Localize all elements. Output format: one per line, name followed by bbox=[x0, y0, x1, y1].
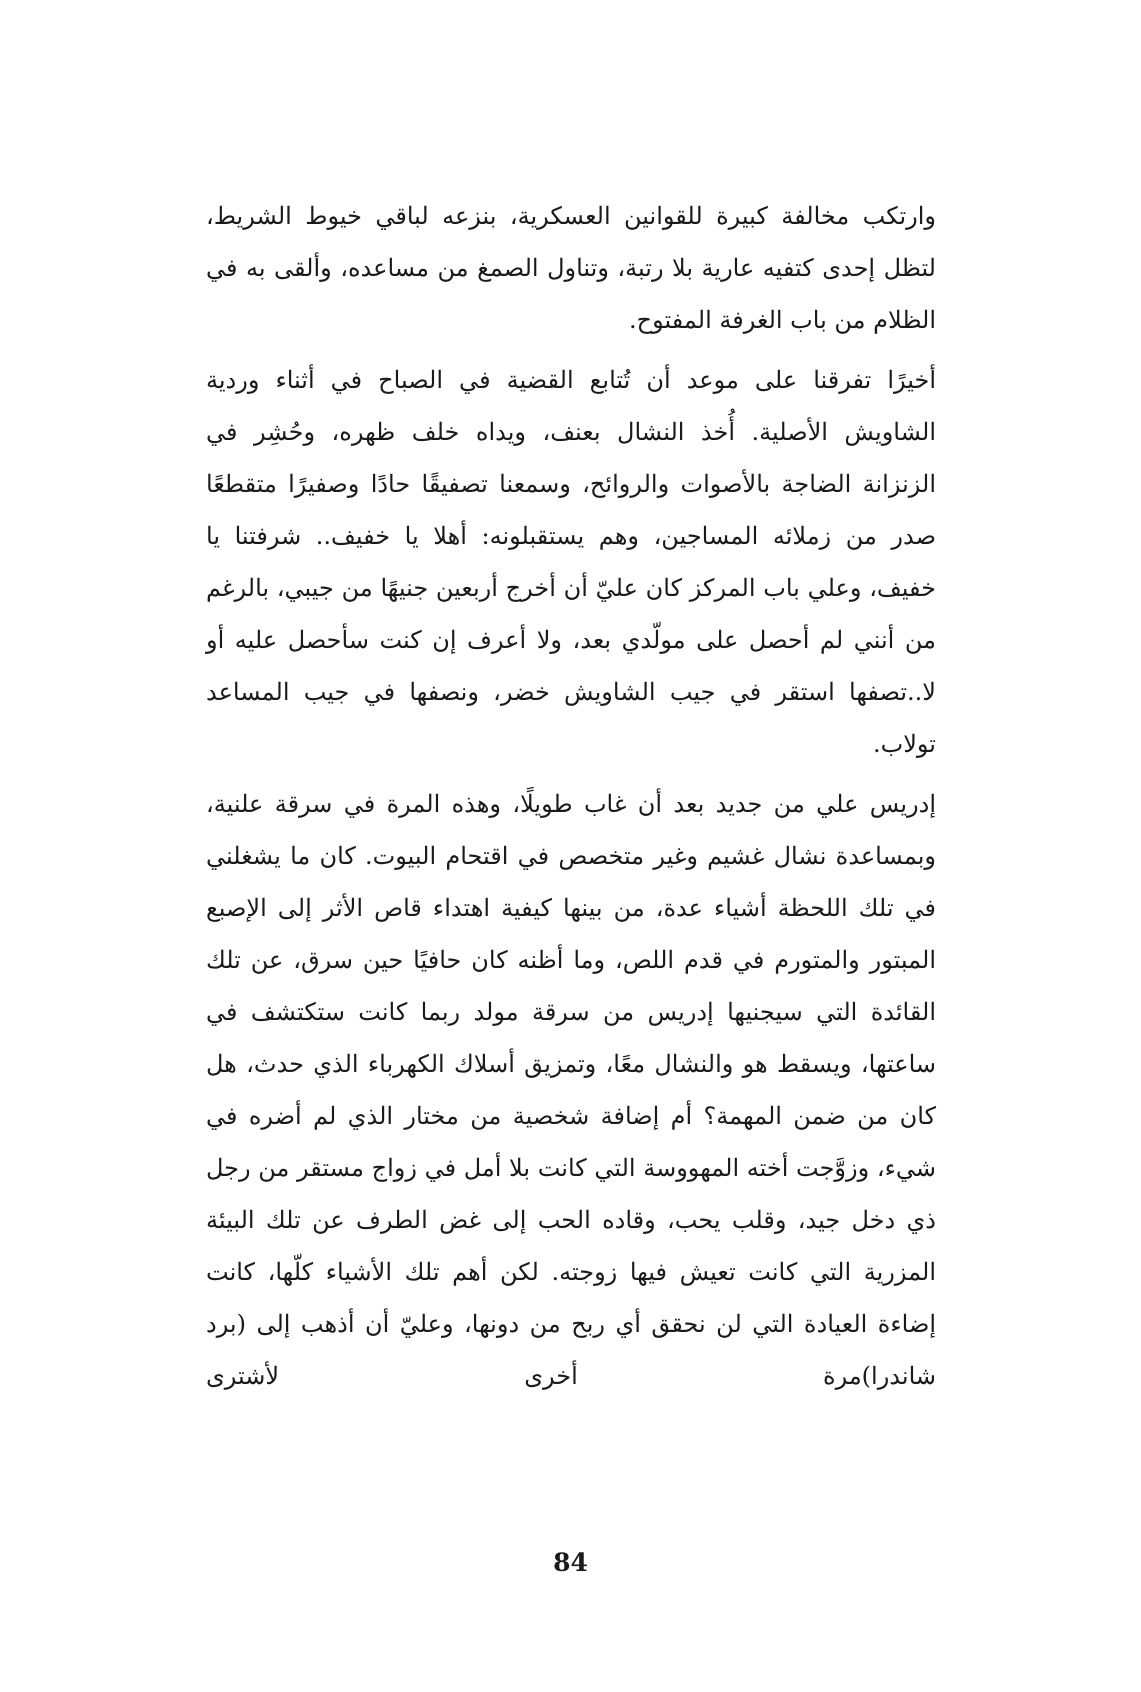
paragraph-1: وارتكب مخالفة كبيرة للقوانين العسكرية، بنزعه لباقي خيوط الشريط، لتظل إحدى كتفيه عارية بلا رتبة، وتناول الصمغ من مساعده، وألقى به في الظلام من باب الغرفة المفتوح. bbox=[206, 202, 936, 334]
body-text bbox=[206, 190, 936, 1402]
paragraph-3: إدريس علي من جديد بعد أن غاب طويلًا، وهذه المرة في سرقة علنية، وبمساعدة نشال غشيم وغير متخصص في اقتحام البيوت. كان ما يشغلني في تلك اللحظة أشياء عدة، من بينها كيفية اهتداء قاص الأثر إلى الإصبع المبتور والمتورم في قدم اللص، وما أظنه كان حافيًا حين سرق، عن تلك القائدة التي سيجنيها إدريس من سرقة مولد ربما كانت ستكتشف في ساعتها، ويسقط هو والنشال معًا، وتمزيق أسلاك الكهرباء الذي حدث، هل كان من ضمن المهمة؟ أم إضافة شخصية من مختار الذي لم أضره في شيء، وزوَّجت أخته المهووسة التي كانت بلا أمل في زواج مستقر من رجل ذي دخل جيد، وقلب يحب، وقاده الحب إلى غض الطرف عن تلك البيئة المزرية التي كانت تعيش فيها زوجته. لكن أهم تلك الأشياء كلّها، كانت إضاءة العيادة التي لن نحقق أي ربح من دونها، وعليّ أن أذهب إلى (برد شاندرا)مرة أخرى لأشترى bbox=[206, 790, 937, 1390]
page-number: 84 bbox=[553, 1548, 588, 1577]
paragraph-2: أخيرًا تفرقنا على موعد أن تُتابع القضية في الصباح في أثناء وردية الشاويش الأصلية. أُخذ النشال بعنف، ويداه خلف ظهره، وحُشِر في الزنزانة الضاجة بالأصوات والروائح، وسمعنا تصفيقًا حادًا وصفيرًا متقطعًا صدر من زملائه المساجين، وهم يستقبلونه: أهلا يا خفيف.. شرفتنا يا خفيف، وعلي باب المركز كان عليّ أن أخرج أربعين جنيهًا من جيبي، بالرغم من أنني لم أحصل على مولّدي بعد، ولا أعرف إن كنت سأحصل عليه أو لا..تصفها استقر في جيب الشاويش خضر، ونصفها في جيب المساعد تولاب. bbox=[206, 366, 936, 758]
